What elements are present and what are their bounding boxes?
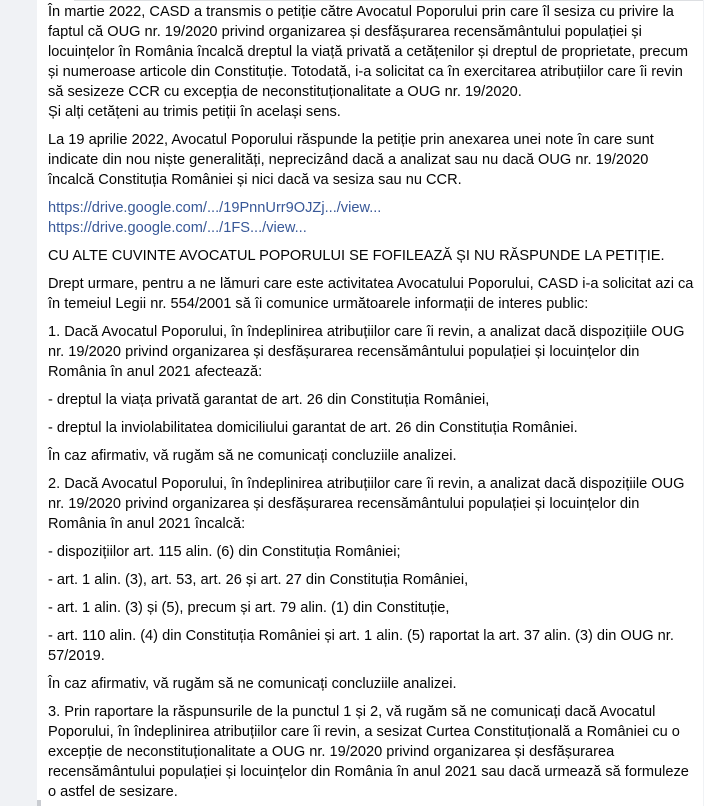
question-1: 1. Dacă Avocatul Poporului, în îndeplinirea atribuțiilor care îi revin, a analizat dacă dispozițiile OUG nr. 19/2020 privind organizarea și desfășurarea recensământului populației și locuințelor din România în anul 2021 afectează:	[48, 324, 685, 380]
paragraph-caps-statement: CU ALTE CUVINTE AVOCATUL POPORULUI SE FOFILEAZĂ ȘI NU RĂSPUNDE LA PETIȚIE.	[48, 248, 665, 264]
question-2-item-a: - dispozițiilor art. 115 alin. (6) din Constituția României;	[48, 544, 401, 560]
question-2: 2. Dacă Avocatul Poporului, în îndeplinirea atribuțiilor care îi revin, a analizat dacă dispozițiile OUG nr. 19/2020 privind organizarea și desfășurarea recensământului populației și locuințelor din România în anul 2021 încalcă:	[48, 476, 685, 532]
drive-link-1[interactable]: https://drive.google.com/.../19PnnUrr9OJZj.../view...	[48, 200, 382, 216]
question-1-item-a: - dreptul la viața privată garantat de art. 26 din Constituția României,	[48, 392, 490, 408]
paragraph-petition: În martie 2022, CASD a transmis o petiție către Avocatul Poporului prin care îl sesiza cu privire la faptul că OUG nr. 19/2020 privind organizarea și desfășurarea recensământului populației și locuințelor în România încalcă dreptul la viață privată a cetățenilor și dreptul de proprietate, precum și numeroase articole din Constituție. Totodată, i-a solicitat ca în exercitarea atribuțiilor care îi revin să sesizeze CCR cu excepția de neconstituționalitate a OUG nr. 19/2020.	[48, 4, 689, 100]
post-card	[37, 0, 703, 806]
question-2-item-b: - art. 1 alin. (3), art. 53, art. 26 și art. 27 din Constituția României,	[48, 572, 469, 588]
page-right-edge	[704, 0, 716, 806]
question-2-item-c: - art. 1 alin. (3) și (5), precum și art. 79 alin. (1) din Constituție,	[48, 600, 450, 616]
gutter-mark	[37, 800, 41, 806]
question-3: 3. Prin raportare la răspunsurile de la punctul 1 și 2, vă rugăm să ne comunicați dacă Avocatul Poporului, în îndeplinirea atribuțiilor care îi revin, a sesizat Curtea Constituțională a României cu o excepție de neconstituționalitate a OUG nr. 19/2020 privind organizarea și desfășurarea recensământului populației și locuințelor din România în anul 2021 sau dacă urmează să formuleze o astfel de sesizare.	[48, 704, 689, 800]
post-body	[48, 2, 698, 806]
card-top-border	[74, 0, 703, 1]
question-2-item-d: - art. 110 alin. (4) din Constituția României și art. 1 alin. (5) raportat la art. 37 alin. (3) din OUG nr. 57/2019.	[48, 628, 674, 664]
drive-link-2[interactable]: https://drive.google.com/.../1FS.../view...	[48, 220, 307, 236]
paragraph-request-intro: Drept urmare, pentru a ne lămuri care este activitatea Avocatului Poporului, CASD i-a solicitat azi ca în temeiul Legii nr. 554/2001 să îi comunice următoarele informații de interes public:	[48, 276, 694, 312]
question-1-item-b: - dreptul la inviolabilitatea domiciliului garantat de art. 26 din Constituția României.	[48, 420, 578, 436]
question-2-closing: În caz afirmativ, vă rugăm să ne comunicați concluziile analizei.	[48, 676, 457, 692]
links-block	[48, 198, 698, 238]
paragraph-response: La 19 aprilie 2022, Avocatul Poporului răspunde la petiție prin anexarea unei note în care sunt indicate din nou niște generalități, neprecizând dacă a analizat sau nu dacă OUG nr. 19/2020 încalcă Constituția României și nici dacă va sesiza sau nu CCR.	[48, 132, 654, 188]
question-1-closing: În caz afirmativ, vă rugăm să ne comunicați concluziile analizei.	[48, 448, 457, 464]
paragraph-other-citizens: Și alți cetățeni au trimis petiții în același sens.	[48, 104, 341, 120]
